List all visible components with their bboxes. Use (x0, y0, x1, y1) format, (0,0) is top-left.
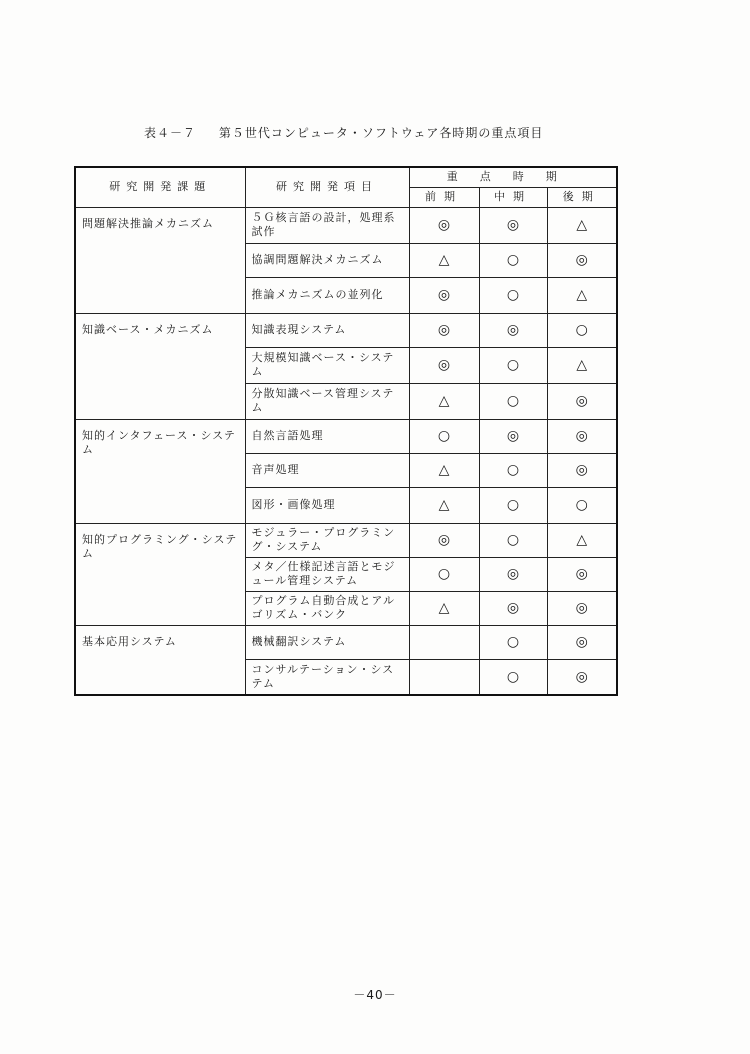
research-item: ５Ｇ核言語の設計，処理系試作 (245, 207, 409, 243)
priority-mark-mid: ○ (479, 523, 547, 557)
research-item: プログラム自動合成とアルゴリズム・バンク (245, 591, 409, 625)
priority-mark-late: ◎ (547, 659, 617, 695)
header-item: 研究開発項目 (245, 167, 409, 207)
priority-mark-early: △ (409, 453, 479, 487)
header-mid: 中期 (479, 187, 547, 207)
priority-mark-late: ◎ (547, 383, 617, 419)
priority-mark-late: ◎ (547, 419, 617, 453)
priority-mark-mid: ○ (479, 383, 547, 419)
priority-mark-late: ◎ (547, 557, 617, 591)
priority-mark-late: ○ (547, 313, 617, 347)
research-item: 知識表現システム (245, 313, 409, 347)
table-row (75, 625, 617, 659)
priority-mark-late: △ (547, 347, 617, 383)
research-item: 大規模知識ベース・システム (245, 347, 409, 383)
research-item: メタ／仕様記述言語とモジュール管理システム (245, 557, 409, 591)
priority-mark-early: ○ (409, 419, 479, 453)
header-early: 前期 (409, 187, 479, 207)
priority-table (74, 166, 618, 696)
priority-mark-late: △ (547, 523, 617, 557)
priority-mark-early: ○ (409, 557, 479, 591)
research-item: 音声処理 (245, 453, 409, 487)
header-row-1 (75, 167, 617, 187)
priority-mark-late: ○ (547, 487, 617, 523)
research-item: 分散知識ベース管理システム (245, 383, 409, 419)
priority-mark-early: △ (409, 487, 479, 523)
priority-mark-late: △ (547, 277, 617, 313)
research-item: 協調問題解決メカニズム (245, 243, 409, 277)
table-caption (144, 124, 543, 141)
priority-mark-mid: ◎ (479, 207, 547, 243)
priority-mark-late: ◎ (547, 591, 617, 625)
research-item: コンサルテーション・システム (245, 659, 409, 695)
table-row (75, 313, 617, 347)
priority-mark-early: ◎ (409, 277, 479, 313)
priority-mark-mid: ◎ (479, 313, 547, 347)
research-topic: 問題解決推論メカニズム (75, 207, 245, 313)
priority-mark-late: ◎ (547, 243, 617, 277)
priority-mark-early: △ (409, 591, 479, 625)
page-number: －40－ (353, 988, 397, 1002)
research-topic: 知的インタフェース・システム (75, 419, 245, 523)
priority-mark-mid: ○ (479, 487, 547, 523)
research-topic: 知識ベース・メカニズム (75, 313, 245, 419)
priority-mark-late: ◎ (547, 453, 617, 487)
priority-mark-early: ◎ (409, 523, 479, 557)
table-number: 表４－７ (144, 126, 197, 140)
research-item: モジュラー・プログラミング・システム (245, 523, 409, 557)
priority-mark-mid: ◎ (479, 557, 547, 591)
table-row (75, 419, 617, 453)
research-topic: 知的プログラミング・システム (75, 523, 245, 625)
priority-mark-late: ◎ (547, 625, 617, 659)
priority-mark-early: ◎ (409, 313, 479, 347)
research-item: 図形・画像処理 (245, 487, 409, 523)
priority-mark-mid: ◎ (479, 591, 547, 625)
priority-mark-early: ◎ (409, 207, 479, 243)
priority-mark-early (409, 625, 479, 659)
priority-mark-mid: ○ (479, 625, 547, 659)
table-row (75, 207, 617, 243)
header-period: 重点時期 (409, 167, 617, 187)
priority-mark-early: △ (409, 243, 479, 277)
priority-mark-early (409, 659, 479, 695)
priority-mark-mid: ○ (479, 277, 547, 313)
research-item: 機械翻訳システム (245, 625, 409, 659)
priority-mark-mid: ○ (479, 243, 547, 277)
header-topic: 研究開発課題 (75, 167, 245, 207)
table-title: 第５世代コンピュータ・ソフトウェア各時期の重点項目 (218, 126, 544, 140)
research-topic: 基本応用システム (75, 625, 245, 695)
priority-mark-mid: ○ (479, 347, 547, 383)
header-late: 後期 (547, 187, 617, 207)
table-row (75, 523, 617, 557)
research-item: 自然言語処理 (245, 419, 409, 453)
priority-mark-mid: ◎ (479, 419, 547, 453)
priority-mark-mid: ○ (479, 453, 547, 487)
research-item: 推論メカニズムの並列化 (245, 277, 409, 313)
priority-mark-mid: ○ (479, 659, 547, 695)
priority-mark-early: △ (409, 383, 479, 419)
priority-mark-late: △ (547, 207, 617, 243)
priority-mark-early: ◎ (409, 347, 479, 383)
